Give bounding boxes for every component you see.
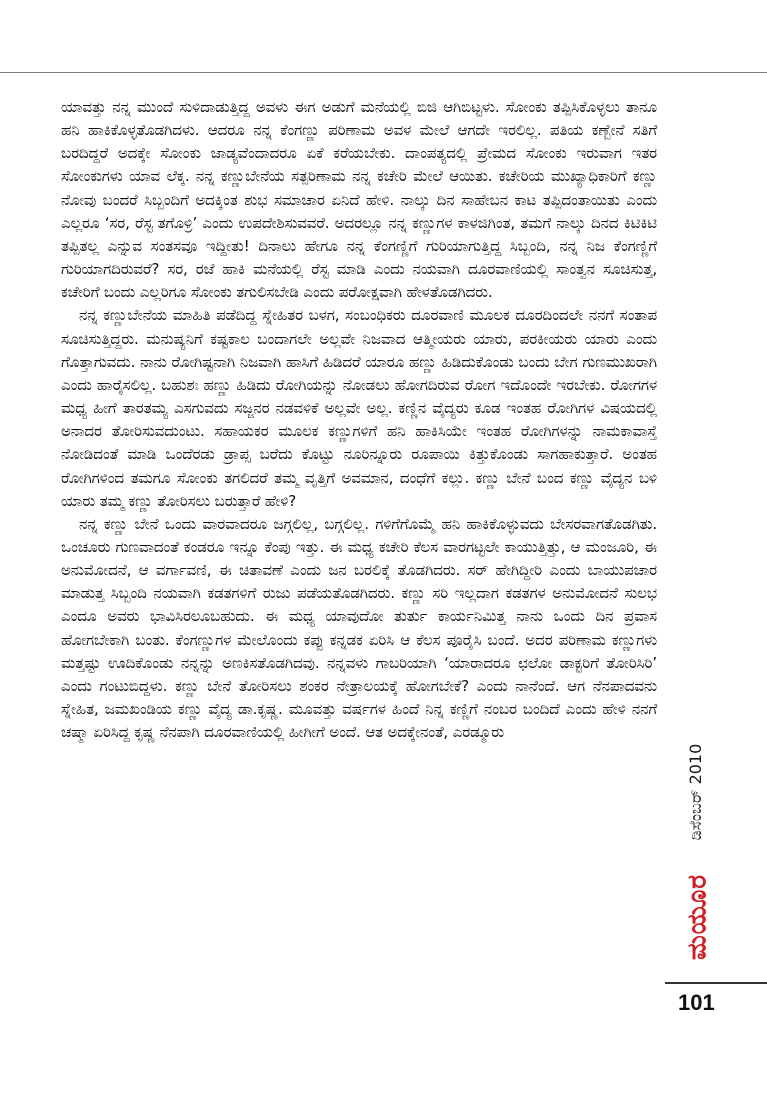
page-number-rule <box>665 982 767 984</box>
page-number: 101 <box>678 990 715 1015</box>
paragraph-2: ನನ್ನ ಕಣ್ಣುಬೇನೆಯ ಮಾಹಿತಿ ಪಡೆದಿದ್ದ ಸ್ನೇಹಿತರ ಬಳಗ, ಸಂಬಂಧಿಕರು ದೂರವಾಣಿ ಮೂಲಕ ದೂರದಿಂದಲೇ ನನಗೆ ಸಂತಾಪ ಸೂಚಿಸುತ್ತಿದ್ದರು. ಮನುಷ್ಯನಿಗೆ ಕಷ್ಟಕಾಲ ಬಂದಾಗಲೇ ಅಲ್ಲವೇ ನಿಜವಾದ ಆತ್ಮೀಯರು ಯಾರು, ಪರಕೀಯರು ಯಾರು ಎಂದು ಗೊತ್ತಾಗುವದು. ನಾನು ರೋಗಿಷ್ಟನಾಗಿ ನಿಜವಾಗಿ ಹಾಸಿಗೆ ಹಿಡಿದರೆ ಯಾರೂ ಹಣ್ಣು ಹಿಡಿದುಕೊಂಡು ಬಂದು ಬೇಗ ಗುಣಮುಖರಾಗಿ ಎಂದು ಹಾರೈಸಲಿಲ್ಲ. ಬಹುಶಃ ಹಣ್ಣು ಹಿಡಿದು ರೋಗಿಯನ್ನು ನೋಡಲು ಹೋಗದಿರುವ ರೋಗ ಇದೊಂದೇ ಇರಬೇಕು. ರೋಗಗಳ ಮಧ್ಯ ಹೀಗೆ ತಾರತಮ್ಯ ಎಸಗುವದು ಸಜ್ಜನರ ನಡವಳಿಕೆ ಅಲ್ಲವೇ ಅಲ್ಲ. ಕಣ್ಣಿನ ವೈದ್ಯರು ಕೂಡ ಇಂತಹ ರೋಗಿಗಳ ವಿಷಯದಲ್ಲಿ ಅನಾದರ ತೋರಿಸುವದುಂಟು. ಸಹಾಯಕರ ಮೂಲಕ ಕಣ್ಣುಗಳಿಗೆ ಹನಿ ಹಾಕಿಸಿಯೇ ಇಂತಹ ರೋಗಿಗಳನ್ನು ನಾಮಕಾವಾಸ್ತೆ ನೋಡಿದಂತೆ ಮಾಡಿ ಒಂದೆರಡು ಡ್ರಾಪ್ಸ ಬರೆದು ಕೊಟ್ಟು ನೂರಿನ್ನೂರು ರೂಪಾಯಿ ಕಿತ್ತುಕೊಂಡು ಸಾಗಹಾಕುತ್ತಾರೆ. ಅಂತಹ ರೋಗಿಗಳಿಂದ ತಮಗೂ ಸೋಂಕು ತಗಲಿದರೆ ತಮ್ಮ ವೃತ್ತಿಗೆ ಅವಮಾನ, ದಂಧೆಗೆ ಕಲ್ಲು. ಕಣ್ಣು ಬೇನೆ ಬಂದ ಕಣ್ಣು ವೈದ್ಯನ ಬಳಿ ಯಾರು ತಮ್ಮ ಕಣ್ಣು ತೋರಿಸಲು ಬರುತ್ತಾರೆ ಹೇಳಿ? <box>61 306 657 510</box>
issue-month-text: ಡಿಸೆಂಬರ್ 2010 <box>686 743 705 841</box>
header-rule <box>0 72 767 73</box>
article-body <box>61 96 657 744</box>
issue-month-label <box>676 712 716 872</box>
paragraph-1: ಯಾವತ್ತು ನನ್ನ ಮುಂದೆ ಸುಳಿದಾಡುತ್ತಿದ್ದ ಅವಳು ಈಗ ಅಡುಗೆ ಮನೆಯಲ್ಲಿ ಬಿಜಿ ಆಗಿಬಿಟ್ಟಳು. ಸೋಂಕು ತಪ್ಪಿಸಿಕೊಳ್ಳಲು ತಾನೂ ಹನಿ ಹಾಕಿಕೊಳ್ಳತೊಡಗಿದಳು. ಆದರೂ ನನ್ನ ಕೆಂಗಣ್ಣು ಪರಿಣಾಮ ಅವಳ ಮೇಲೆ ಆಗದೇ ಇರಲಿಲ್ಲ. ಪತಿಯ ಕಣ್ಬೇನೆ ಸತಿಗೆ ಬರದಿದ್ದರೆ ಅದಕ್ಕೇ ಸೋಂಕು ಜಾಡ್ಯವೆಂದಾದರೂ ಏಕೆ ಕರೆಯಬೇಕು. ದಾಂಪತ್ಯದಲ್ಲಿ ಪ್ರೇಮದ ಸೋಂಕು ಇರುವಾಗ ಇತರ ಸೋಂಕುಗಳು ಯಾವ ಲೆಕ್ಕ. ನನ್ನ ಕಣ್ಣುಬೇನೆಯ ಸತ್ಪರಿಣಾಮ ನನ್ನ ಕಚೇರಿ ಮೇಲೆ ಆಯಿತು. ಕಚೇರಿಯ ಮುಖ್ಯಾಧಿಕಾರಿಗೆ ಕಣ್ಣು ನೋವು ಬಂದರೆ ಸಿಬ್ಬಂದಿಗೆ ಅದಕ್ಕಿಂತ ಶುಭ ಸಮಾಚಾರ ಏನಿದೆ ಹೇಳಿ. ನಾಲ್ಕು ದಿನ ಸಾಹೇಬನ ಕಾಟ ತಪ್ಪಿದಂತಾಯಿತು ಎಂದು ಎಲ್ಲರೂ ‘ಸರ, ರೆಸ್ಟ ತಗೊಳ್ರಿ’ ಎಂದು ಉಪದೇಶಿಸುವವರೆ. ಅದರಲ್ಲೂ ನನ್ನ ಕಣ್ಣುಗಳ ಕಾಳಜಿಗಿಂತ, ತಮಗೆ ನಾಲ್ಕು ದಿನದ ಕಿಟಿಕಿಟಿ ತಪ್ಪಿತಲ್ಲ ಎನ್ನುವ ಸಂತಸವೂ ಇದ್ದೀತು! ದಿನಾಲು ಹೇಗೂ ನನ್ನ ಕೆಂಗಣ್ಣಿಗೆ ಗುರಿಯಾಗುತ್ತಿದ್ದ ಸಿಬ್ಬಂದಿ, ನನ್ನ ನಿಜ ಕೆಂಗಣ್ಣಿಗೆ ಗುರಿಯಾಗದಿರುವರೆ? ಸರ, ರಜೆ ಹಾಕಿ ಮನೆಯಲ್ಲಿ ರೆಸ್ಟ ಮಾಡಿ ಎಂದು ನಯವಾಗಿ ದೂರವಾಣಿಯಲ್ಲಿ ಸಾಂತ್ವನ ಸೂಚಿಸುತ್ತ, ಕಚೇರಿಗೆ ಬಂದು ಎಲ್ಲರಿಗೂ ಸೋಂಕು ತಗುಲಿಸಬೇಡಿ ಎಂದು ಪರೋಕ್ಷವಾಗಿ ಹೇಳತೊಡಗಿದರು. <box>61 98 657 302</box>
magazine-logo-text: ಮಯೂರ <box>682 874 713 960</box>
magazine-logo <box>681 875 715 959</box>
paragraph-3: ನನ್ನ ಕಣ್ಣು ಬೇನೆ ಒಂದು ವಾರವಾದರೂ ಜಗ್ಗಲಿಲ್ಲ, ಬಗ್ಗಲಿಲ್ಲ. ಗಳಿಗೆಗೊಮ್ಮೆ ಹನಿ ಹಾಕಿಕೊಳ್ಳುವದು ಬೇಸರವಾಗತೊಡಗಿತು. ಒಂಚೂರು ಗುಣವಾದಂತೆ ಕಂಡರೂ ಇನ್ನೂ ಕೆಂಪು ಇತ್ತು. ಈ ಮಧ್ಯ ಕಚೇರಿ ಕೆಲಸ ವಾರಗಟ್ಟಲೇ ಕಾಯುತ್ತಿತ್ತು, ಆ ಮಂಜೂರಿ, ಈ ಅನುಮೋದನೆ, ಆ ವರ್ಗಾವಣಿ, ಈ ಚಿತಾವಣೆ ಎಂದು ಜನ ಬರಲಿಕ್ಕೆ ತೊಡಗಿದರು. ಸರ್ ಹೇಗಿದ್ದೀರಿ ಎಂದು ಬಾಯುಪಚಾರ ಮಾಡುತ್ತ ಸಿಬ್ಬಂದಿ ನಯವಾಗಿ ಕಡತಗಳಿಗೆ ರುಜು ಪಡೆಯತೊಡಗಿದರು. ಕಣ್ಣು ಸರಿ ಇಲ್ಲದಾಗ ಕಡತಗಳ ಅನುಮೋದನೆ ಸುಲಭ ಎಂದೂ ಅವರು ಭಾವಿಸಿರಲೂಬಹುದು. ಈ ಮಧ್ಯ ಯಾವುದೋ ತುರ್ತು ಕಾರ್ಯನಿಮಿತ್ತ ನಾನು ಒಂದು ದಿನ ಪ್ರವಾಸ ಹೋಗಬೇಕಾಗಿ ಬಂತು. ಕೆಂಗಣ್ಣುಗಳ ಮೇಲೊಂದು ಕಪ್ಪು ಕನ್ನಡಕ ಏರಿಸಿ ಆ ಕೆಲಸ ಪೂರೈಸಿ ಬಂದೆ. ಅದರ ಪರಿಣಾಮ ಕಣ್ಣುಗಳು ಮತ್ತಷ್ಟು ಊದಿಕೊಂಡು ನನ್ನನ್ನು ಅಣಕಿಸತೊಡಗಿದವು. ನನ್ನವಳು ಗಾಬರಿಯಾಗಿ ‘ಯಾರಾದರೂ ಛಲೋ ಡಾಕ್ಟರಿಗೆ ತೋರಿಸಿರಿ’ ಎಂದು ಗಂಟುಬಿದ್ದಳು. ಕಣ್ಣು ಬೇನೆ ತೋರಿಸಲು ಶಂಕರ ನೇತ್ರಾಲಯಕ್ಕೆ ಹೋಗಬೇಕೆ? ಎಂದು ನಾನೆಂದೆ. ಆಗ ನೆನಪಾದವನು ಸ್ನೇಹಿತ, ಜಮಖಂಡಿಯ ಕಣ್ಣು ವೈದ್ಯ ಡಾ.ಕೃಷ್ಣ. ಮೂವತ್ತು ವರ್ಷಗಳ ಹಿಂದೆ ನಿನ್ನ ಕಣ್ಣಿಗೆ ನಂಬರ ಬಂದಿದೆ ಎಂದು ಹೇಳಿ ನನಗೆ ಚಷ್ಮಾ ಏರಿಸಿದ್ದ ಕೃಷ್ಣ ನೆನಪಾಗಿ ದೂರವಾಣಿಯಲ್ಲಿ ಹೀಗೀಗೆ ಅಂದೆ. ಆತ ಅದಕ್ಕೇನಂತೆ, ಎರಡ್ಮೂರು <box>61 514 657 742</box>
